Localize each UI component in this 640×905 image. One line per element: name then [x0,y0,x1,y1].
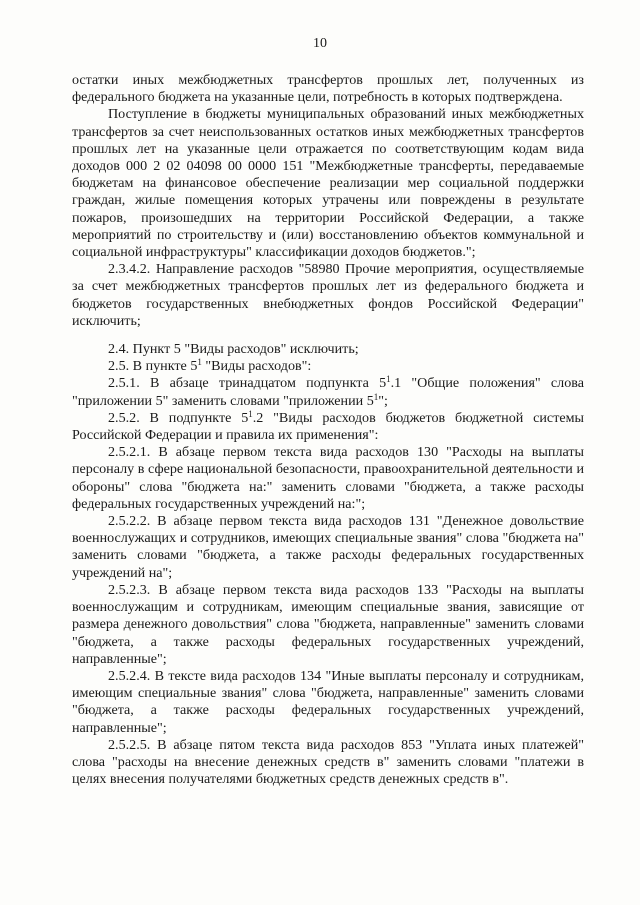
text-run: .2 "Виды расходов бюджетов бюджетной системы Российской Федерации и правила их применения": [72,409,584,444]
document-body [72,72,584,788]
text-run: "Виды расходов": [201,358,312,375]
paragraph: 2.4. Пункт 5 "Виды расходов" исключить; [108,341,359,358]
paragraph: 2.5.2.3. В абзаце первом текста вида расходов 133 "Расходы на выплаты военнослужащим и сотрудникам, имеющим специальные звания, зависящие от размера денежного довольствия" слова "бюджета, направленные" заменить словами "бюджета, а также расходы федеральных государственных учреждений, направленные"; [72,581,584,667]
text-run: 2.5.1. В абзаце тринадцатом подпункта 5 [108,375,387,392]
text-run: .1 "Общие положения" слова "приложении 5" заменить словами "приложении 5 [72,375,584,409]
paragraph: 2.3.4.2. Направление расходов "58980 Прочие мероприятия, осуществляемые за счет межбюджетных трансфертов прошлых лет из федерального бюджета и бюджетов государственных внебюджетных фондов Российской Федерации" исключить; [72,261,584,329]
superscript: 1 [386,374,391,385]
text-run: 2.5.2. В подпункте 5 [108,409,249,426]
superscript: 1 [197,357,202,368]
paragraph [72,410,584,444]
paragraph: Поступление в бюджеты муниципальных образований иных межбюджетных трансфертов за счет неиспользованных остатков иных межбюджетных трансфертов прошлых лет на указанные цели отражается по соответствующим кодам вида доходов 000 2 02 04098 00 0000 151 "Межбюджетные трансферты, передаваемые бюджетам на финансовое обеспечение реализации мер социальной поддержки граждан, жилые помещения которых утрачены или повреждены в результате пожаров, произошедших на территории Российской Федерации, а также мероприятий по строительству и (или) восстановлению объектов коммунальной и социальной инфраструктуры" классификации доходов бюджетов."; [72,106,584,261]
paragraph [72,375,584,409]
paragraph: 2.5.2.2. В абзаце первом текста вида расходов 131 "Денежное довольствие военнослужащих и сотрудников, имеющих специальные звания" слова "бюджета на" заменить словами "бюджета, а также расходы федеральных государственных учреждений на"; [72,513,584,581]
paragraph: 2.5.2.1. В абзаце первом текста вида расходов 130 "Расходы на выплаты персоналу в сфере национальной безопасности, правоохранительной деятельности и обороны" слова "бюджета на:" заменить словами "бюджета, а также расходы федеральных государственных учреждений на:"; [72,444,584,512]
paragraph: остатки иных межбюджетных трансфертов прошлых лет, полученных из федерального бюджета на указанные цели, потребность в которых подтверждена. [72,72,584,106]
paragraph [72,358,584,375]
paragraph: 2.5.2.5. В абзаце пятом текста вида расходов 853 "Уплата иных платежей" слова "расходы на внесение денежных средств в" заменить словами "платежи в целях внесения получателями бюджетных средств денежных средств в". [72,736,584,788]
paragraph: 2.5.2.4. В тексте вида расходов 134 "Иные выплаты персоналу и сотрудникам, имеющим специальные звания" слова "бюджета, направленные" заменить словами "бюджета, а также расходы федеральных государственных учреждений, направленные"; [72,667,584,736]
superscript: 1 [373,391,379,402]
superscript: 1 [248,408,253,419]
page-number: 10 [313,36,327,51]
text-run: "; [378,392,388,409]
text-run: 2.5. В пункте 5 [108,358,198,375]
